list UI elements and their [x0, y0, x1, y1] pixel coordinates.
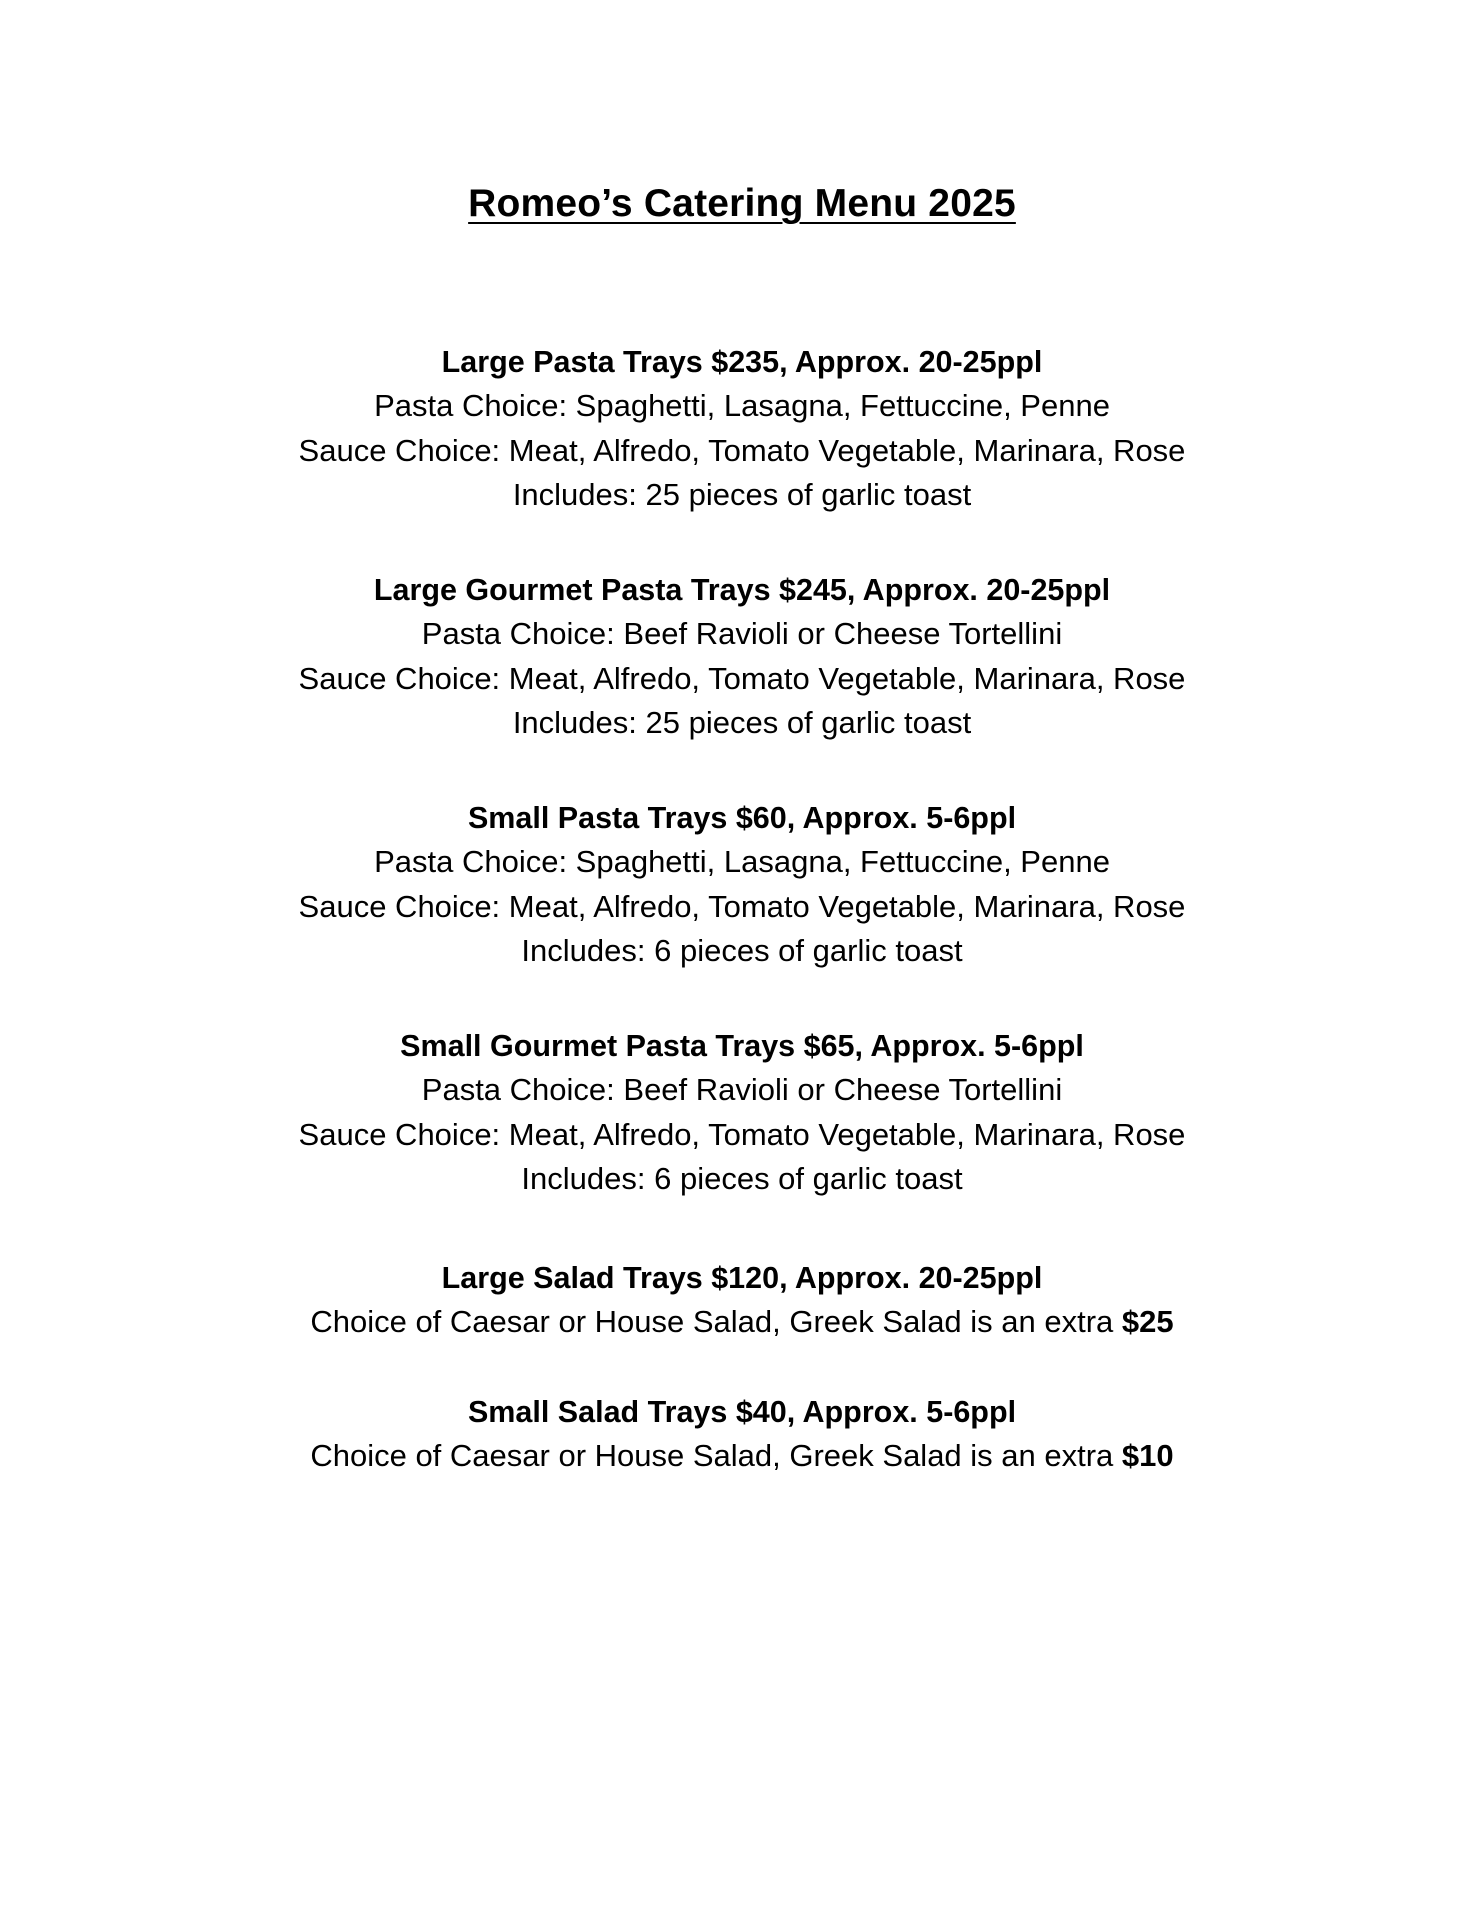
greek-salad-extra-price: $25: [1121, 1304, 1174, 1339]
sauce-choice-line: Sauce Choice: Meat, Alfredo, Tomato Vegetable, Marinara, Rose: [298, 888, 1186, 924]
menu-section-small-salad-trays: [0, 1390, 1484, 1479]
includes-line: Includes: 6 pieces of garlic toast: [521, 1161, 963, 1196]
section-heading: Small Gourmet Pasta Trays $65, Approx. 5-6ppl: [400, 1029, 1084, 1063]
section-heading: Large Gourmet Pasta Trays $245, Approx. 20-25ppl: [373, 573, 1111, 607]
includes-line: Includes: 25 pieces of garlic toast: [512, 705, 972, 740]
includes-line: Includes: 6 pieces of garlic toast: [521, 933, 963, 968]
pasta-choice-line: Pasta Choice: Beef Ravioli or Cheese Tortellini: [421, 1072, 1063, 1107]
pasta-choice-line: Pasta Choice: Beef Ravioli or Cheese Tortellini: [421, 616, 1063, 651]
sauce-choice-line: Sauce Choice: Meat, Alfredo, Tomato Vegetable, Marinara, Rose: [298, 432, 1186, 468]
salad-choice-text: Choice of Caesar or House Salad, Greek Salad is an extra: [310, 1304, 1122, 1339]
menu-section-small-pasta-trays: [0, 796, 1484, 974]
menu-section-large-salad-trays: [0, 1256, 1484, 1345]
sauce-choice-line: Sauce Choice: Meat, Alfredo, Tomato Vegetable, Marinara, Rose: [298, 660, 1186, 696]
menu-section-large-pasta-trays: [0, 340, 1484, 518]
sauce-choice-line: Sauce Choice: Meat, Alfredo, Tomato Vegetable, Marinara, Rose: [298, 1116, 1186, 1152]
page-title: Romeo’s Catering Menu 2025: [468, 182, 1016, 225]
section-heading: Small Salad Trays $40, Approx. 5-6ppl: [467, 1395, 1017, 1429]
pasta-choice-line: Pasta Choice: Spaghetti, Lasagna, Fettuccine, Penne: [374, 388, 1110, 423]
section-heading: Large Salad Trays $120, Approx. 20-25ppl: [441, 1261, 1043, 1295]
salad-choice-line: [0, 1300, 1484, 1345]
greek-salad-extra-price: $10: [1121, 1438, 1174, 1473]
menu-section-large-gourmet-pasta-trays: [0, 568, 1484, 746]
salad-choice-text: Choice of Caesar or House Salad, Greek Salad is an extra: [310, 1438, 1122, 1473]
section-heading: Large Pasta Trays $235, Approx. 20-25ppl: [441, 345, 1043, 379]
menu-section-small-gourmet-pasta-trays: [0, 1024, 1484, 1202]
salad-choice-line: [0, 1434, 1484, 1479]
includes-line: Includes: 25 pieces of garlic toast: [512, 477, 972, 512]
pasta-choice-line: Pasta Choice: Spaghetti, Lasagna, Fettuccine, Penne: [374, 844, 1110, 879]
section-heading: Small Pasta Trays $60, Approx. 5-6ppl: [467, 801, 1017, 835]
